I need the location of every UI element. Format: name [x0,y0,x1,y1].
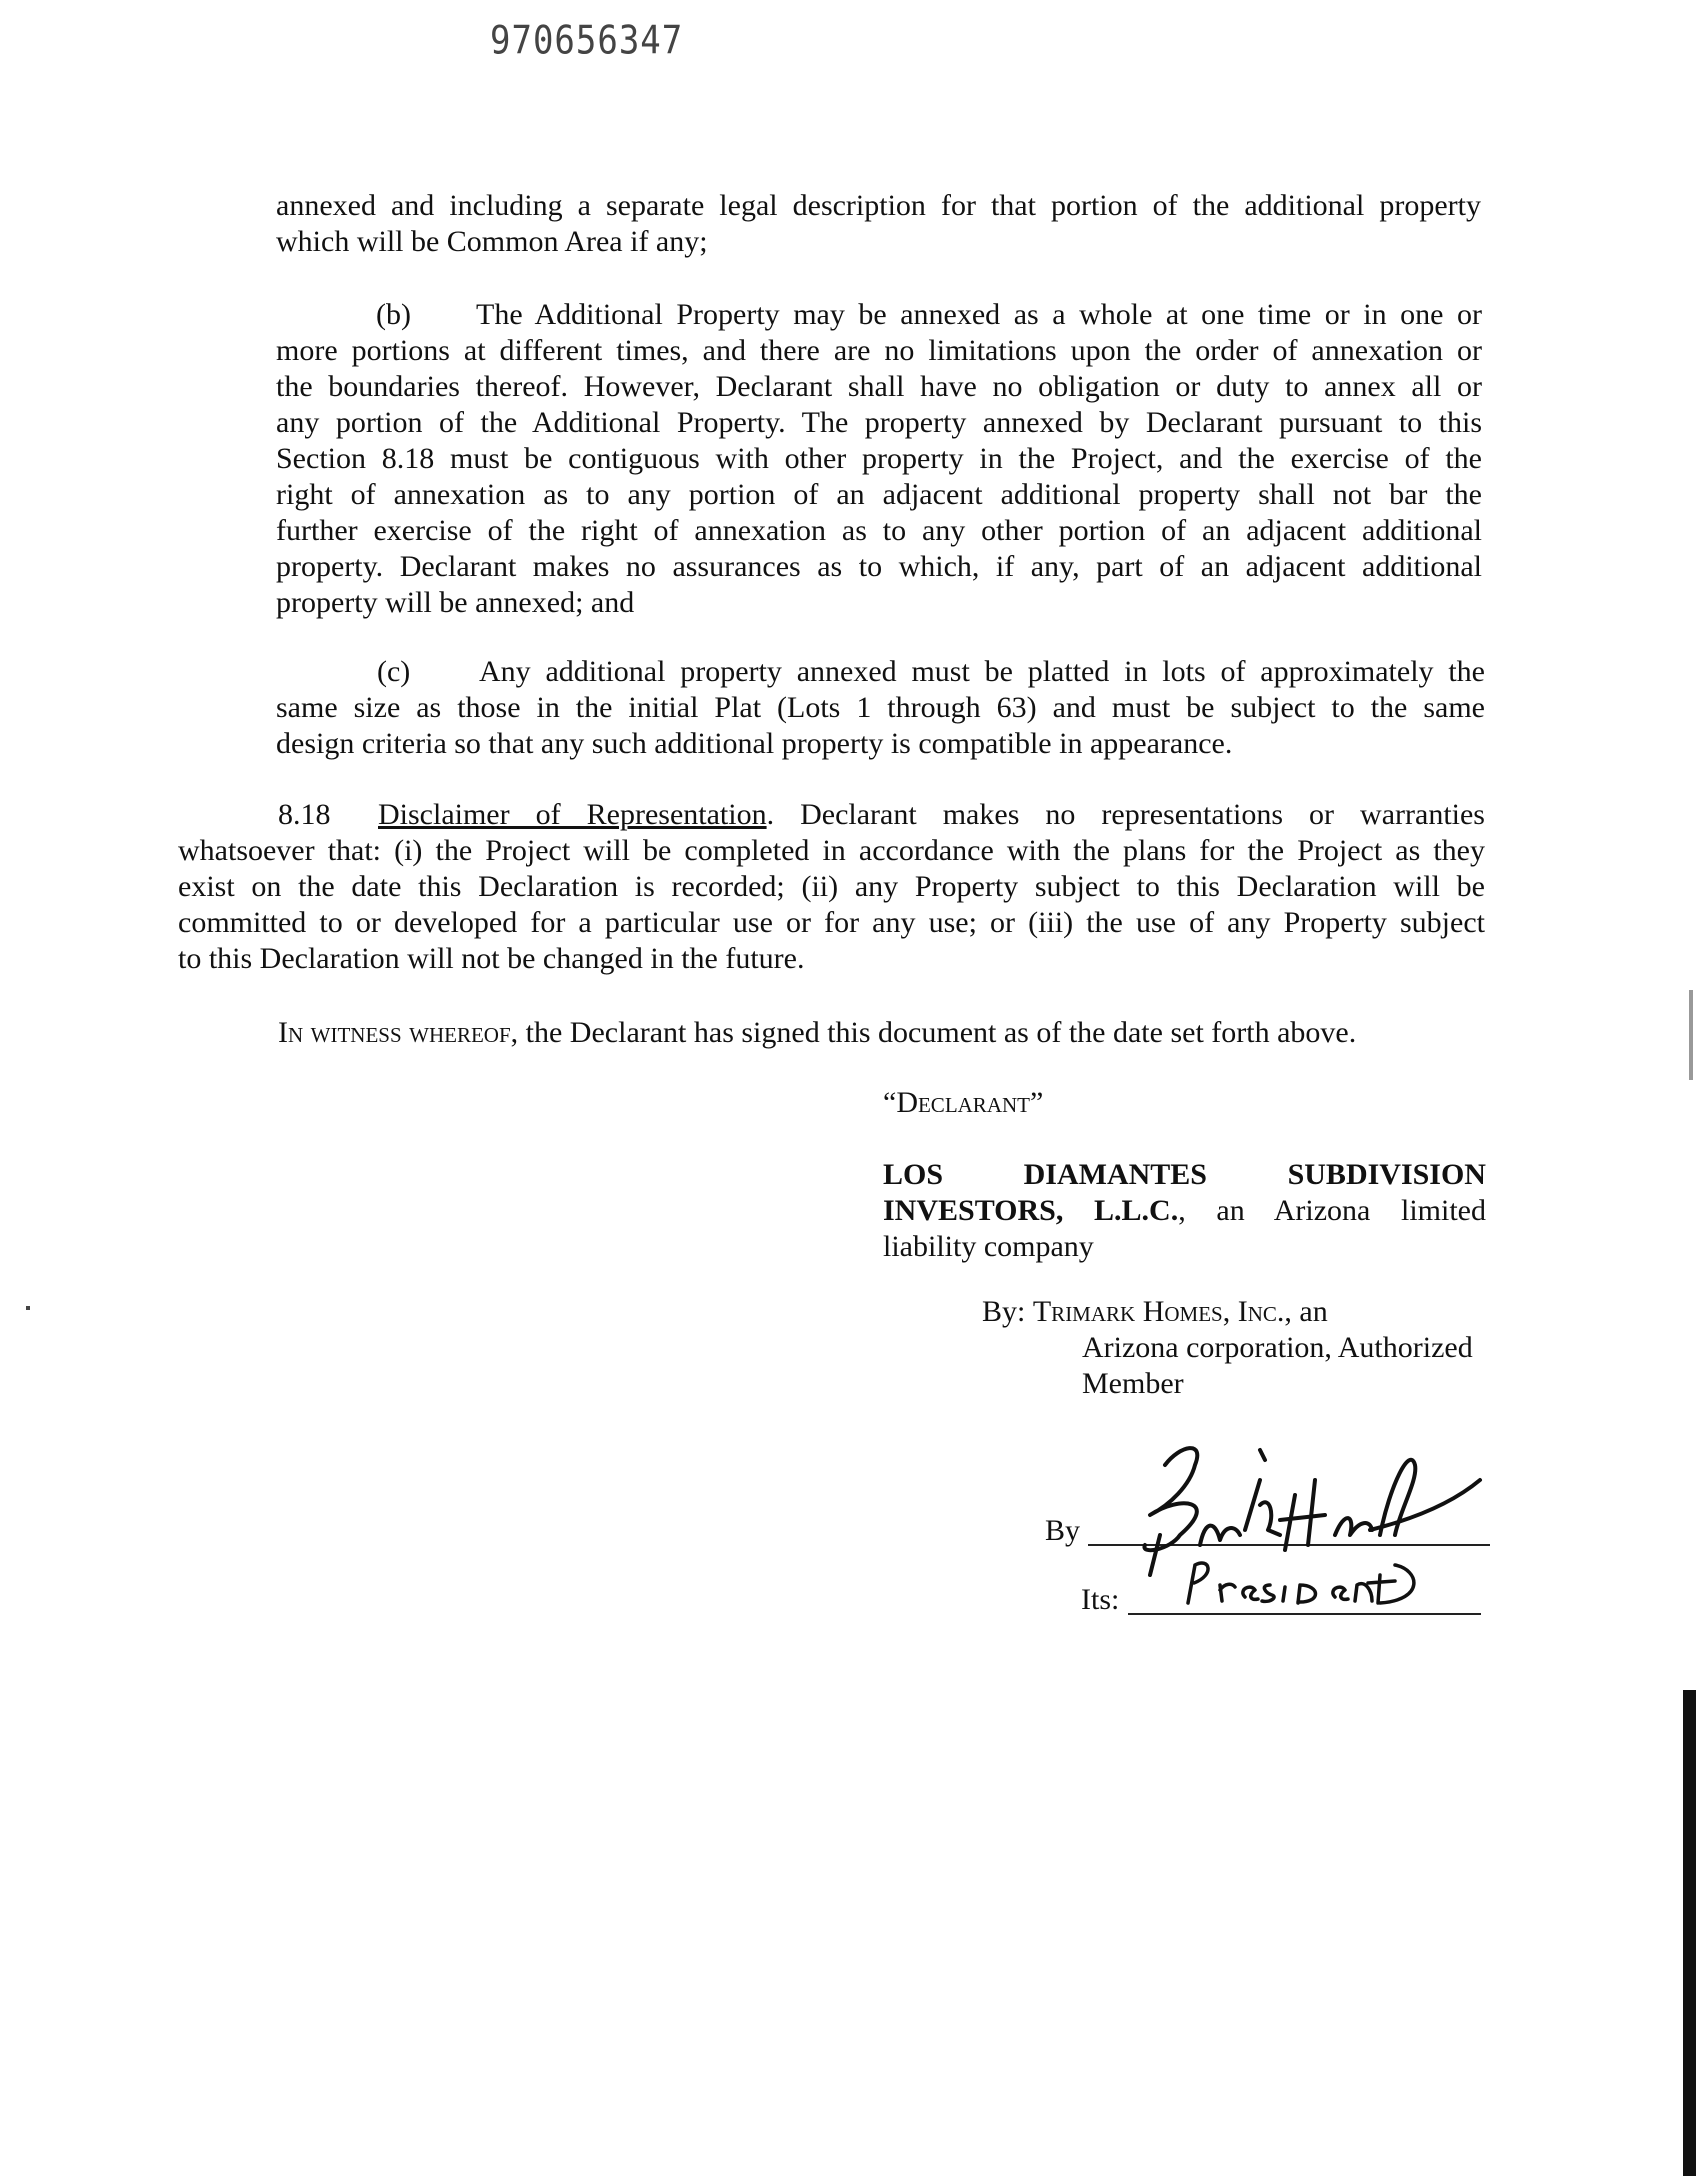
paragraph-b-line: property. Declarant makes no assurances as to which, if any, part of an adjacent additional [276,550,1482,583]
signature-by-label: By [1045,1514,1081,1547]
company-word: LOS [883,1158,944,1191]
member-line-1 [982,1294,1473,1330]
paragraph-b-line: right of annexation as to any portion of an adjacent additional property shall not bar the [276,478,1482,511]
section-8-18-line: to this Declaration will not be changed in the future. [178,942,805,975]
paragraph-c-line: Any additional property annexed must be platted in lots of approximately the [479,655,1485,688]
company-line-3: liability company [883,1230,1094,1263]
paragraph-c [276,654,1485,762]
intro-line: which will be Common Area if any; [276,225,708,258]
paragraph-c-label: (c) [377,655,411,688]
section-heading: Disclaimer of Representation [378,798,767,831]
paragraph-b-first-line [276,297,1482,333]
member-line-2: Arizona corporation, Authorized [1082,1331,1473,1364]
section-8-18-line: . Declarant makes no representations or warranties [766,798,1485,831]
section-8-18-line: exist on the date this Declaration is recorded; (ii) any Property subject to this Declaration will be [178,870,1485,903]
company-line-1 [883,1157,1486,1193]
company-name: INVESTORS, L.L.C. [883,1194,1179,1227]
intro-paragraph [276,188,1481,260]
company-line-2 [883,1193,1486,1229]
member-block [982,1294,1473,1402]
intro-line: annexed and including a separate legal description for that portion of the additional property [276,189,1481,222]
witness-lead: In witness whereof [278,1016,511,1049]
member-by-label: By: [982,1295,1026,1328]
declarant-label: “Declarant” [883,1086,1044,1119]
member-line-3: Member [1082,1367,1184,1400]
section-8-18-line: committed to or developed for a particular use or for any use; or (iii) the use of any Property subject [178,906,1485,939]
paragraph-b-line: The Additional Property may be annexed as a whole at one time or in one or [476,298,1482,331]
witness-text: , the Declarant has signed this document as of the date set forth above. [510,1016,1357,1049]
company-word: SUBDIVISION [1287,1158,1486,1191]
member-line-1-rest: , an [1284,1295,1328,1328]
paragraph-b-line: Section 8.18 must be contiguous with other property in the Project, and the exercise of the [276,442,1482,475]
company-word: DIAMANTES [1023,1158,1207,1191]
title-line [1128,1613,1481,1615]
paragraph-b-line: further exercise of the right of annexation as to any other portion of an adjacent additional [276,514,1482,547]
section-number: 8.18 [278,798,331,831]
witness-statement [278,1015,1356,1051]
section-8-18-first-line [178,797,1485,833]
scan-edge-mark [26,1306,30,1310]
scan-edge-mark [1689,990,1693,1080]
paragraph-b-line: any portion of the Additional Property. The property annexed by Declarant pursuant to this [276,406,1482,439]
paragraph-c-line: design criteria so that any such additional property is compatible in appearance. [276,727,1233,760]
paragraph-c-line: same size as those in the initial Plat (Lots 1 through 63) and must be subject to the same [276,691,1485,724]
paragraph-b-line: property will be annexed; and [276,586,635,619]
section-8-18-line: whatsoever that: (i) the Project will be completed in accordance with the plans for the Project as they [178,834,1485,867]
paragraph-b-label: (b) [376,298,411,331]
recording-number-stamp: 970656347 [490,18,684,64]
company-line-2-rest: , an Arizona limited [1178,1194,1486,1227]
company-block [883,1157,1486,1265]
paragraph-b [276,297,1482,621]
paragraph-b-line: more portions at different times, and there are no limitations upon the order of annexation or [276,334,1482,367]
paragraph-b-line: the boundaries thereof. However, Declarant shall have no obligation or duty to annex all or [276,370,1482,403]
paragraph-c-first-line [276,654,1485,690]
scan-edge-mark [1683,1690,1696,2176]
signature-its-label: Its: [1081,1583,1120,1616]
handwritten-signature [1110,1425,1530,1605]
section-8-18 [178,797,1485,977]
member-name: Trimark Homes, Inc. [1032,1295,1285,1328]
